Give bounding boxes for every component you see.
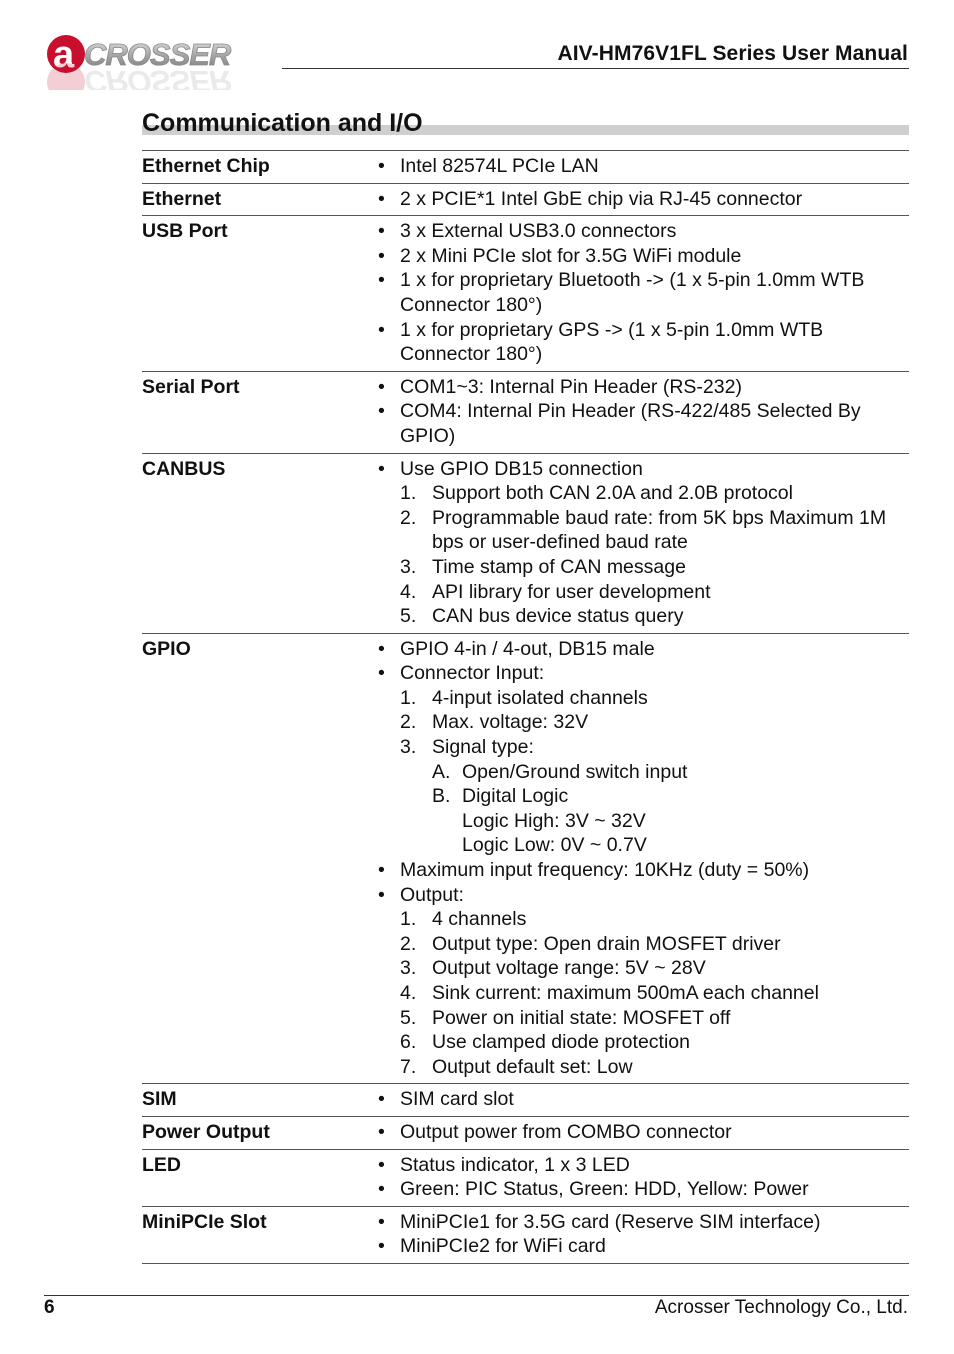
list-item [372, 784, 909, 809]
list-item-text: 2 x PCIE*1 Intel GbE chip via RJ-45 connector [400, 187, 803, 210]
spec-table [142, 150, 909, 1264]
list-item-text: Logic Low: 0V ~ 0.7V [462, 834, 647, 857]
list-marker: 5. [400, 1006, 417, 1029]
list-item-text: Digital Logic [462, 785, 569, 808]
list-item [372, 833, 909, 858]
list-item-text: COM4: Internal Pin Header (RS-422/485 Selected By GPIO) [400, 400, 861, 447]
list-item [372, 399, 909, 448]
list-item-text: 4-input isolated channels [432, 686, 648, 709]
list-item-text: Sink current: maximum 500mA each channel [432, 982, 819, 1004]
list-marker: 3. [400, 957, 417, 980]
list-marker: 3. [400, 555, 417, 578]
spec-value [372, 375, 909, 449]
list-item [372, 858, 909, 883]
list-marker: 3. [400, 736, 417, 759]
spec-label: MiniPCIe Slot [142, 1210, 267, 1233]
list-marker: 2. [400, 506, 417, 529]
list-item [372, 506, 909, 555]
spec-label: USB Port [142, 220, 228, 243]
list-item-text: Max. voltage: 32V [432, 711, 589, 734]
list-item [372, 1210, 909, 1235]
list-item-text: Use clamped diode protection [432, 1031, 690, 1054]
list-item-text: Use GPIO DB15 connection [400, 457, 643, 480]
document-title: AIV-HM76V1FL Series User Manual [557, 42, 908, 65]
list-item-text: Output: [400, 883, 464, 906]
bullet-marker: • [378, 269, 385, 292]
spec-value [372, 154, 909, 179]
list-item [372, 555, 909, 580]
bullet-marker: • [378, 400, 385, 423]
bullet-marker: • [378, 318, 385, 341]
list-item [372, 318, 909, 367]
list-marker: 5. [400, 605, 417, 628]
spec-value [372, 457, 909, 629]
list-item-text: Intel 82574L PCIe LAN [400, 155, 599, 177]
bullet-marker: • [378, 859, 385, 882]
list-marker: 1. [400, 686, 417, 709]
list-item [372, 1177, 909, 1202]
list-item-text: 1 x for proprietary Bluetooth -> (1 x 5-pin 1.0mm WTB Connector 180°) [400, 269, 865, 316]
spec-value [372, 1120, 909, 1145]
list-item-text: GPIO 4-in / 4-out, DB15 male [400, 637, 655, 660]
svg-text:CROSSER: CROSSER [84, 64, 231, 90]
list-marker: 4. [400, 580, 417, 603]
list-item [372, 604, 909, 629]
list-marker: B. [432, 785, 451, 808]
list-item [372, 481, 909, 506]
list-item [372, 907, 909, 932]
list-item [372, 661, 909, 686]
header-divider [282, 68, 909, 69]
list-item-text: Programmable baud rate: from 5K bps Maximum 1M bps or user-defined baud rate [432, 506, 887, 554]
bullet-marker: • [378, 220, 385, 243]
bullet-marker: • [378, 1210, 385, 1233]
list-item-text: 4 channels [432, 908, 527, 931]
table-row [142, 1150, 909, 1207]
list-item-text: Signal type: [432, 736, 534, 759]
bullet-marker: • [378, 1088, 385, 1111]
list-item-text: 1 x for proprietary GPS -> (1 x 5-pin 1.0mm WTB Connector 180°) [400, 318, 824, 366]
spec-value [372, 219, 909, 367]
spec-label: LED [142, 1153, 181, 1176]
table-row [142, 1117, 909, 1150]
list-marker: 2. [400, 932, 417, 955]
list-item [372, 1030, 909, 1055]
table-row [142, 454, 909, 634]
list-item-text: Power on initial state: MOSFET off [432, 1006, 731, 1029]
bullet-marker: • [378, 244, 385, 267]
list-item [372, 956, 909, 981]
list-item-text: Output power from COMBO connector [400, 1120, 732, 1143]
list-item-text: Logic High: 3V ~ 32V [462, 809, 646, 832]
table-row [142, 1084, 909, 1117]
table-row [142, 184, 909, 217]
list-marker: 6. [400, 1031, 417, 1054]
list-item-text: SIM card slot [400, 1088, 514, 1111]
list-item-text: 2 x Mini PCIe slot for 3.5G WiFi module [400, 244, 742, 267]
bullet-marker: • [378, 1153, 385, 1176]
spec-label: Power Output [142, 1120, 270, 1143]
list-item [372, 883, 909, 908]
bullet-marker: • [378, 1235, 385, 1258]
list-marker: 2. [400, 711, 417, 734]
list-item [372, 268, 909, 317]
bullet-marker: • [378, 662, 385, 685]
bullet-marker: • [378, 883, 385, 906]
svg-text:a: a [53, 34, 75, 76]
page-header [0, 0, 954, 100]
list-item [372, 1234, 909, 1259]
list-item-text: API library for user development [432, 580, 711, 603]
spec-label: CANBUS [142, 457, 226, 480]
footer-divider [44, 1295, 909, 1296]
table-row [142, 216, 909, 372]
list-item-text: Green: PIC Status, Green: HDD, Yellow: Power [400, 1178, 809, 1201]
list-item [372, 735, 909, 760]
table-row [142, 1207, 909, 1264]
bullet-marker: • [378, 637, 385, 660]
list-marker: 4. [400, 982, 417, 1004]
list-item [372, 981, 909, 1006]
bullet-marker: • [378, 1120, 385, 1143]
list-item-text: 3 x External USB3.0 connectors [400, 220, 677, 243]
bullet-marker: • [378, 155, 385, 177]
spec-label: Serial Port [142, 375, 240, 398]
spec-value [372, 1153, 909, 1202]
list-item-text: Connector Input: [400, 662, 545, 685]
list-item-text: Output voltage range: 5V ~ 28V [432, 957, 706, 980]
bullet-marker: • [378, 187, 385, 210]
list-marker: 1. [400, 908, 417, 931]
spec-value [372, 1210, 909, 1259]
list-item-text: MiniPCIe1 for 3.5G card (Reserve SIM interface) [400, 1210, 821, 1233]
list-item [372, 1153, 909, 1178]
list-item [372, 154, 909, 179]
list-item [372, 809, 909, 834]
list-marker: A. [432, 760, 451, 783]
list-item [372, 457, 909, 482]
list-item [372, 244, 909, 269]
list-item [372, 637, 909, 662]
table-row [142, 372, 909, 454]
list-marker: 1. [400, 482, 417, 505]
list-item [372, 1006, 909, 1031]
spec-value [372, 1087, 909, 1112]
list-item-text: COM1~3: Internal Pin Header (RS-232) [400, 375, 742, 398]
list-item [372, 1055, 909, 1080]
list-item-text: Output default set: Low [432, 1055, 633, 1078]
list-item-text: Support both CAN 2.0A and 2.0B protocol [432, 482, 793, 505]
bullet-marker: • [378, 457, 385, 480]
list-item-text: Output type: Open drain MOSFET driver [432, 932, 781, 955]
list-item [372, 1087, 909, 1112]
list-item [372, 686, 909, 711]
bullet-marker: • [378, 1178, 385, 1201]
list-item [372, 932, 909, 957]
table-row [142, 151, 909, 184]
spec-label: Ethernet [142, 187, 222, 210]
list-item [372, 187, 909, 212]
list-item [372, 219, 909, 244]
list-item [372, 580, 909, 605]
spec-value [372, 637, 909, 1080]
list-item-text: Status indicator, 1 x 3 LED [400, 1153, 630, 1176]
list-item [372, 375, 909, 400]
spec-label: SIM [142, 1088, 177, 1111]
spec-label: Ethernet Chip [142, 155, 270, 177]
spec-label: GPIO [142, 637, 191, 660]
section-heading [142, 107, 909, 139]
list-item-text: Time stamp of CAN message [432, 555, 686, 578]
footer-company: Acrosser Technology Co., Ltd. [654, 1297, 908, 1318]
bullet-marker: • [378, 375, 385, 398]
page-number: 6 [44, 1297, 55, 1318]
spec-value [372, 187, 909, 212]
list-item [372, 710, 909, 735]
section-title: Communication and I/O [142, 109, 423, 137]
list-item-text: MiniPCIe2 for WiFi card [400, 1235, 606, 1258]
list-item-text: CAN bus device status query [432, 605, 684, 628]
table-row [142, 634, 909, 1085]
list-item-text: Open/Ground switch input [462, 760, 688, 783]
acrosser-logo [44, 30, 276, 90]
list-item [372, 1120, 909, 1145]
list-item [372, 760, 909, 785]
list-marker: 7. [400, 1055, 417, 1078]
list-item-text: Maximum input frequency: 10KHz (duty = 50%) [400, 859, 810, 882]
svg-text:CROSSER: CROSSER [84, 37, 231, 72]
